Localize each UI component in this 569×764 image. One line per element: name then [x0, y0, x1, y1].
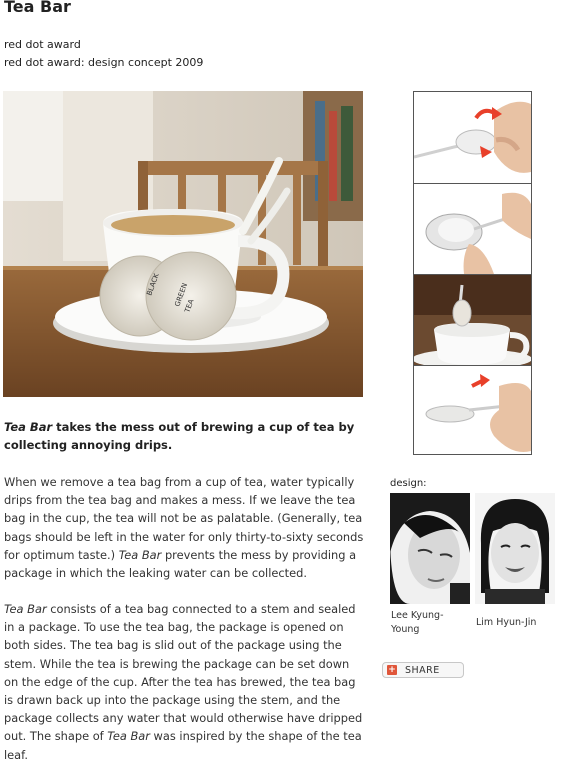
usage-step-1 — [414, 92, 531, 182]
award-line-2: red dot award: design concept 2009 — [4, 56, 204, 69]
body-paragraph-2 — [4, 600, 366, 764]
product-name: Tea Bar — [4, 420, 53, 434]
bag-label-black: BLACK — [145, 272, 161, 297]
paragraph-2-text: consists of a tea bag connected to a stem and sealed in a package. To use the tea bag, the package is opened on both sides. The tea bag is slid out of the package using the stem. While the tea is brewing the package can be set down on the edge of the cup. After the tea has brewed, the tea bag is drawn back up into the package using the stem, and the package collects any water that would otherwise have dripped out. The shape of — [4, 602, 363, 744]
paragraph-1-text-end: prevents the mess by providing a package in which the leaking water can be collected. — [4, 547, 357, 581]
designer-name-2: Lim Hyun-Jin — [476, 617, 537, 628]
hero-photo — [3, 91, 363, 397]
usage-step-2 — [414, 183, 531, 274]
plus-icon: + — [388, 665, 396, 675]
bag-label-tea: TEA — [183, 298, 196, 314]
share-button[interactable] — [382, 662, 464, 678]
product-name: Tea Bar — [118, 547, 162, 562]
page-title: Tea Bar — [4, 0, 71, 16]
product-name: Tea Bar — [4, 602, 47, 616]
lead-paragraph — [4, 418, 364, 454]
bag-label-green: GREEN — [173, 282, 190, 308]
designer-name-1: Lee Kyung-Young — [391, 610, 444, 635]
designer-portrait-2 — [475, 493, 555, 604]
usage-steps-strip — [413, 91, 532, 455]
usage-step-3 — [414, 274, 531, 365]
share-label: SHARE — [405, 665, 440, 676]
paragraph-2-text-end: was inspired by the shape of the tea leaf. — [4, 729, 362, 762]
usage-step-4 — [414, 365, 531, 455]
lead-text: takes the mess out of brewing a cup of tea by collecting annoying drips. — [4, 420, 355, 452]
award-line-1: red dot award — [4, 38, 81, 51]
paragraph-1-text: When we remove a tea bag from a cup of tea, water typically drips from the tea bag and makes a mess. If we leave the tea bag in the cup, the tea will not be as palatable. (Generally, tea bags should be left in the water for only thirty-to-sixty seconds for optimum taste.) — [4, 475, 364, 562]
product-name: Tea Bar — [107, 729, 150, 744]
designer-portrait-1 — [390, 493, 470, 604]
body-paragraph-1 — [4, 473, 366, 582]
design-credit-label: design: — [390, 478, 427, 489]
